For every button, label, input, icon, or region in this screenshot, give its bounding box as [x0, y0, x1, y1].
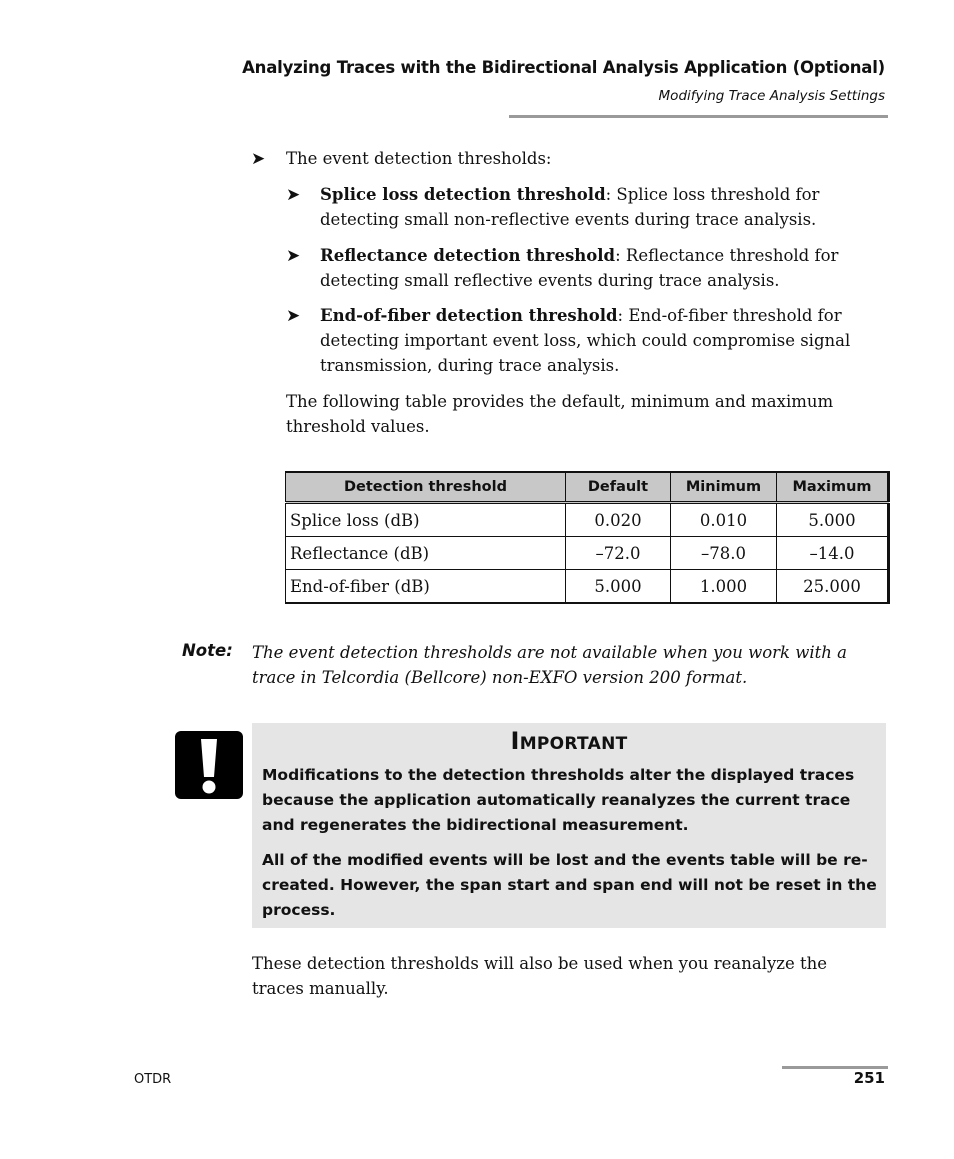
- sub-bullet-end-of-fiber: [320, 303, 870, 378]
- sub-bullet-text: : Reflectance threshold for detecting small reflective events during trace analysis.: [320, 246, 839, 290]
- sub-bullet-text: : End-of-fiber threshold for detecting important event loss, which could compromise signal transmission, during trace analysis.: [320, 306, 851, 375]
- col-header-minimum: Minimum: [671, 472, 777, 503]
- col-header-maximum: Maximum: [777, 472, 889, 503]
- sub-bullet-reflectance: [320, 243, 865, 293]
- sub-bullet-splice: [320, 182, 865, 232]
- running-header-title: Analyzing Traces with the Bidirectional Analysis Application (Optional): [242, 58, 885, 77]
- bullet-intro: The event detection thresholds:: [286, 149, 552, 168]
- table-row: [286, 570, 889, 604]
- closing-paragraph: These detection thresholds will also be used when you reanalyze the traces manually.: [252, 954, 828, 998]
- cell-minimum: 1.000: [671, 570, 777, 604]
- important-title: Important: [510, 727, 628, 755]
- exclamation-icon: [175, 731, 243, 799]
- cell-default: –72.0: [566, 537, 671, 570]
- running-header-subtitle: Modifying Trace Analysis Settings: [658, 88, 885, 104]
- arrow-bullet-icon: ➤: [286, 246, 301, 266]
- thresholds-table: [285, 471, 890, 604]
- sub-bullet-term: End-of-fiber detection threshold: [320, 306, 618, 325]
- cell-default: 0.020: [566, 503, 671, 537]
- arrow-bullet-icon: ➤: [251, 149, 266, 169]
- page-number: 251: [853, 1069, 885, 1087]
- important-paragraph: Modifications to the detection thresholds alter the displayed traces because the application automatically reanalyzes the current trace and regenerates the bidirectional measurement.: [262, 766, 855, 834]
- header-rule: [509, 115, 888, 118]
- table-intro: The following table provides the default, minimum and maximum threshold values.: [286, 392, 834, 436]
- important-callout: [252, 723, 886, 928]
- important-paragraph: All of the modified events will be lost and the events table will be re-created. However, the span start and span end will not be reset in the process.: [262, 851, 877, 919]
- col-header-default: Default: [566, 472, 671, 503]
- cell-threshold-name: Splice loss (dB): [286, 503, 566, 537]
- arrow-bullet-icon: ➤: [286, 306, 301, 326]
- cell-maximum: –14.0: [777, 537, 889, 570]
- sub-bullet-term: Splice loss detection threshold: [320, 185, 606, 204]
- cell-maximum: 5.000: [777, 503, 889, 537]
- cell-threshold-name: End-of-fiber (dB): [286, 570, 566, 604]
- cell-maximum: 25.000: [777, 570, 889, 604]
- table-row: [286, 503, 889, 537]
- col-header-detection-threshold: Detection threshold: [286, 472, 566, 503]
- cell-threshold-name: Reflectance (dB): [286, 537, 566, 570]
- cell-minimum: 0.010: [671, 503, 777, 537]
- note-label: Note:: [182, 641, 233, 660]
- cell-minimum: –78.0: [671, 537, 777, 570]
- table-header-row: [286, 472, 889, 503]
- note-text: The event detection thresholds are not available when you work with a trace in Telcordia (Bellcore) non-EXFO version 200 format.: [252, 643, 848, 687]
- sub-bullet-text: : Splice loss threshold for detecting small non-reflective events during trace analysis.: [320, 185, 820, 229]
- table-row: [286, 537, 889, 570]
- sub-bullet-term: Reflectance detection threshold: [320, 246, 616, 265]
- footer-product: OTDR: [134, 1072, 172, 1087]
- cell-default: 5.000: [566, 570, 671, 604]
- arrow-bullet-icon: ➤: [286, 185, 301, 205]
